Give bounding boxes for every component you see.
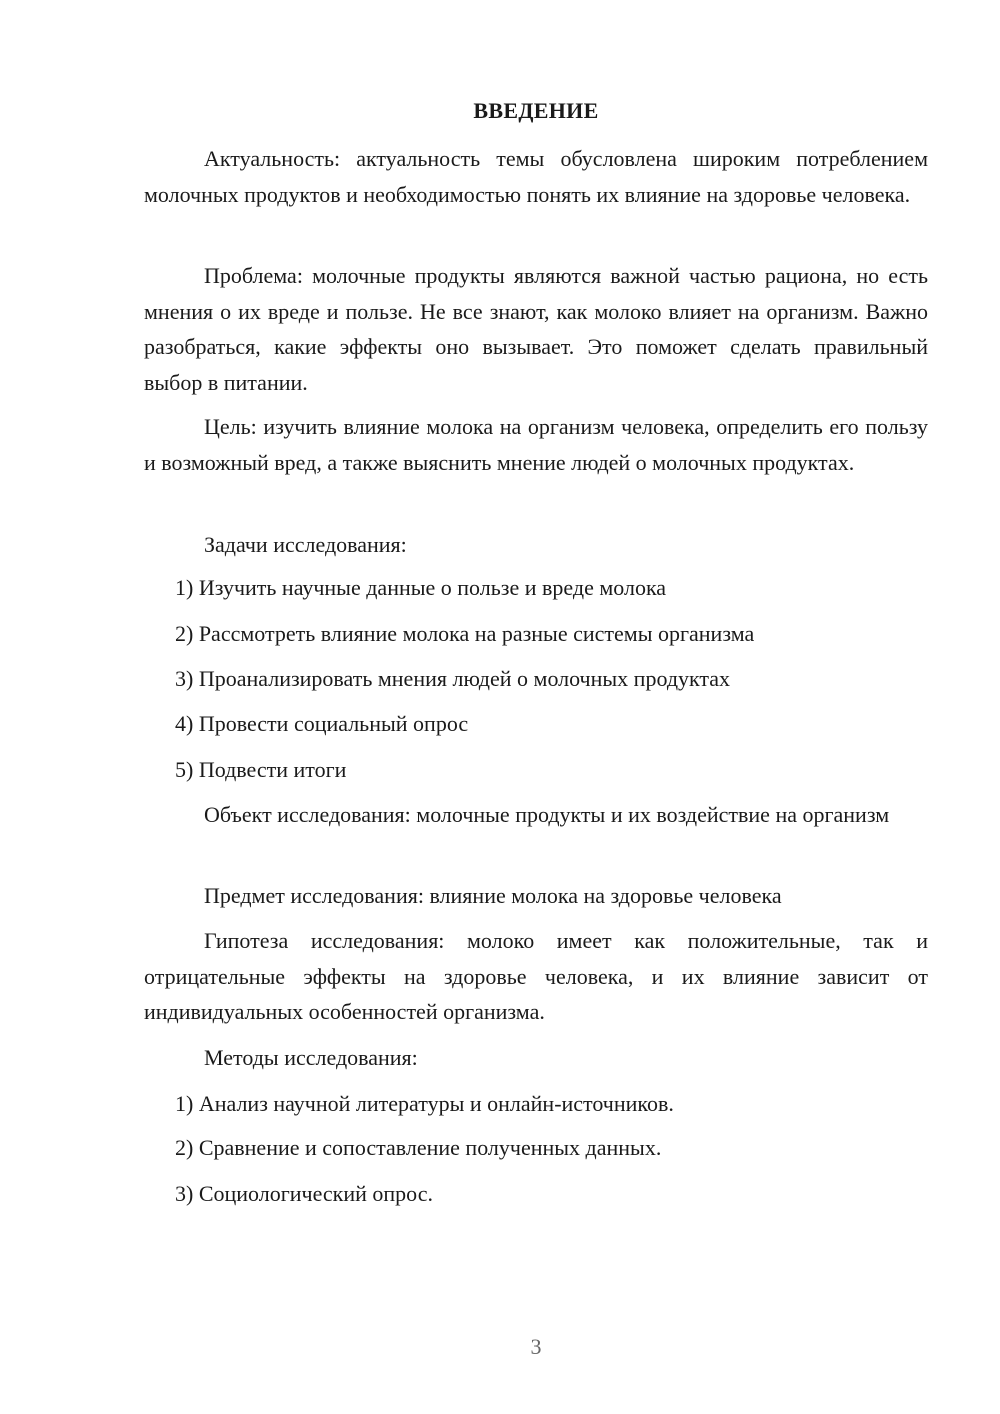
- task-item: 5) Подвести итоги: [175, 757, 347, 782]
- task-item: 1) Изучить научные данные о пользе и вреде молока: [175, 575, 667, 600]
- method-item: 3) Социологический опрос.: [175, 1181, 433, 1206]
- task-item: 2) Рассмотреть влияние молока на разные системы организма: [175, 621, 755, 646]
- task-item: 3) Проанализировать мнения людей о молочных продуктах: [175, 666, 731, 691]
- method-item: 1) Анализ научной литературы и онлайн-источников.: [175, 1091, 674, 1116]
- tasks-heading: Задачи исследования:: [204, 532, 407, 557]
- section-title: ВВЕДЕНИЕ: [473, 98, 599, 123]
- page-number: 3: [530, 1334, 542, 1359]
- method-item: 2) Сравнение и сопоставление полученных данных.: [175, 1135, 662, 1160]
- task-item: 4) Провести социальный опрос: [175, 711, 469, 736]
- methods-heading: Методы исследования:: [204, 1045, 418, 1070]
- object-paragraph: Объект исследования: молочные продукты и их воздействие на организм: [204, 802, 890, 827]
- relevance-paragraph: Актуальность: актуальность темы обусловлена широким потреблением молочных продуктов и необходимостью понять их влияние на здоровье человека.: [144, 146, 928, 207]
- hypothesis-paragraph: Гипотеза исследования: молоко имеет как положительные, так и отрицательные эффекты на здоровье человека, и их влияние зависит от индивидуальных особенностей организма.: [144, 928, 928, 1024]
- subject-paragraph: Предмет исследования: влияние молока на здоровье человека: [204, 883, 782, 908]
- goal-paragraph: Цель: изучить влияние молока на организм человека, определить его пользу и возможный вред, а также выяснить мнение людей о молочных продуктах.: [144, 414, 928, 475]
- problem-paragraph: Проблема: молочные продукты являются важной частью рациона, но есть мнения о их вреде и пользе. Не все знают, как молоко влияет на организм. Важно разобраться, какие эффекты оно вызывает. Это поможет сделать правильный выбор в питании.: [144, 263, 928, 395]
